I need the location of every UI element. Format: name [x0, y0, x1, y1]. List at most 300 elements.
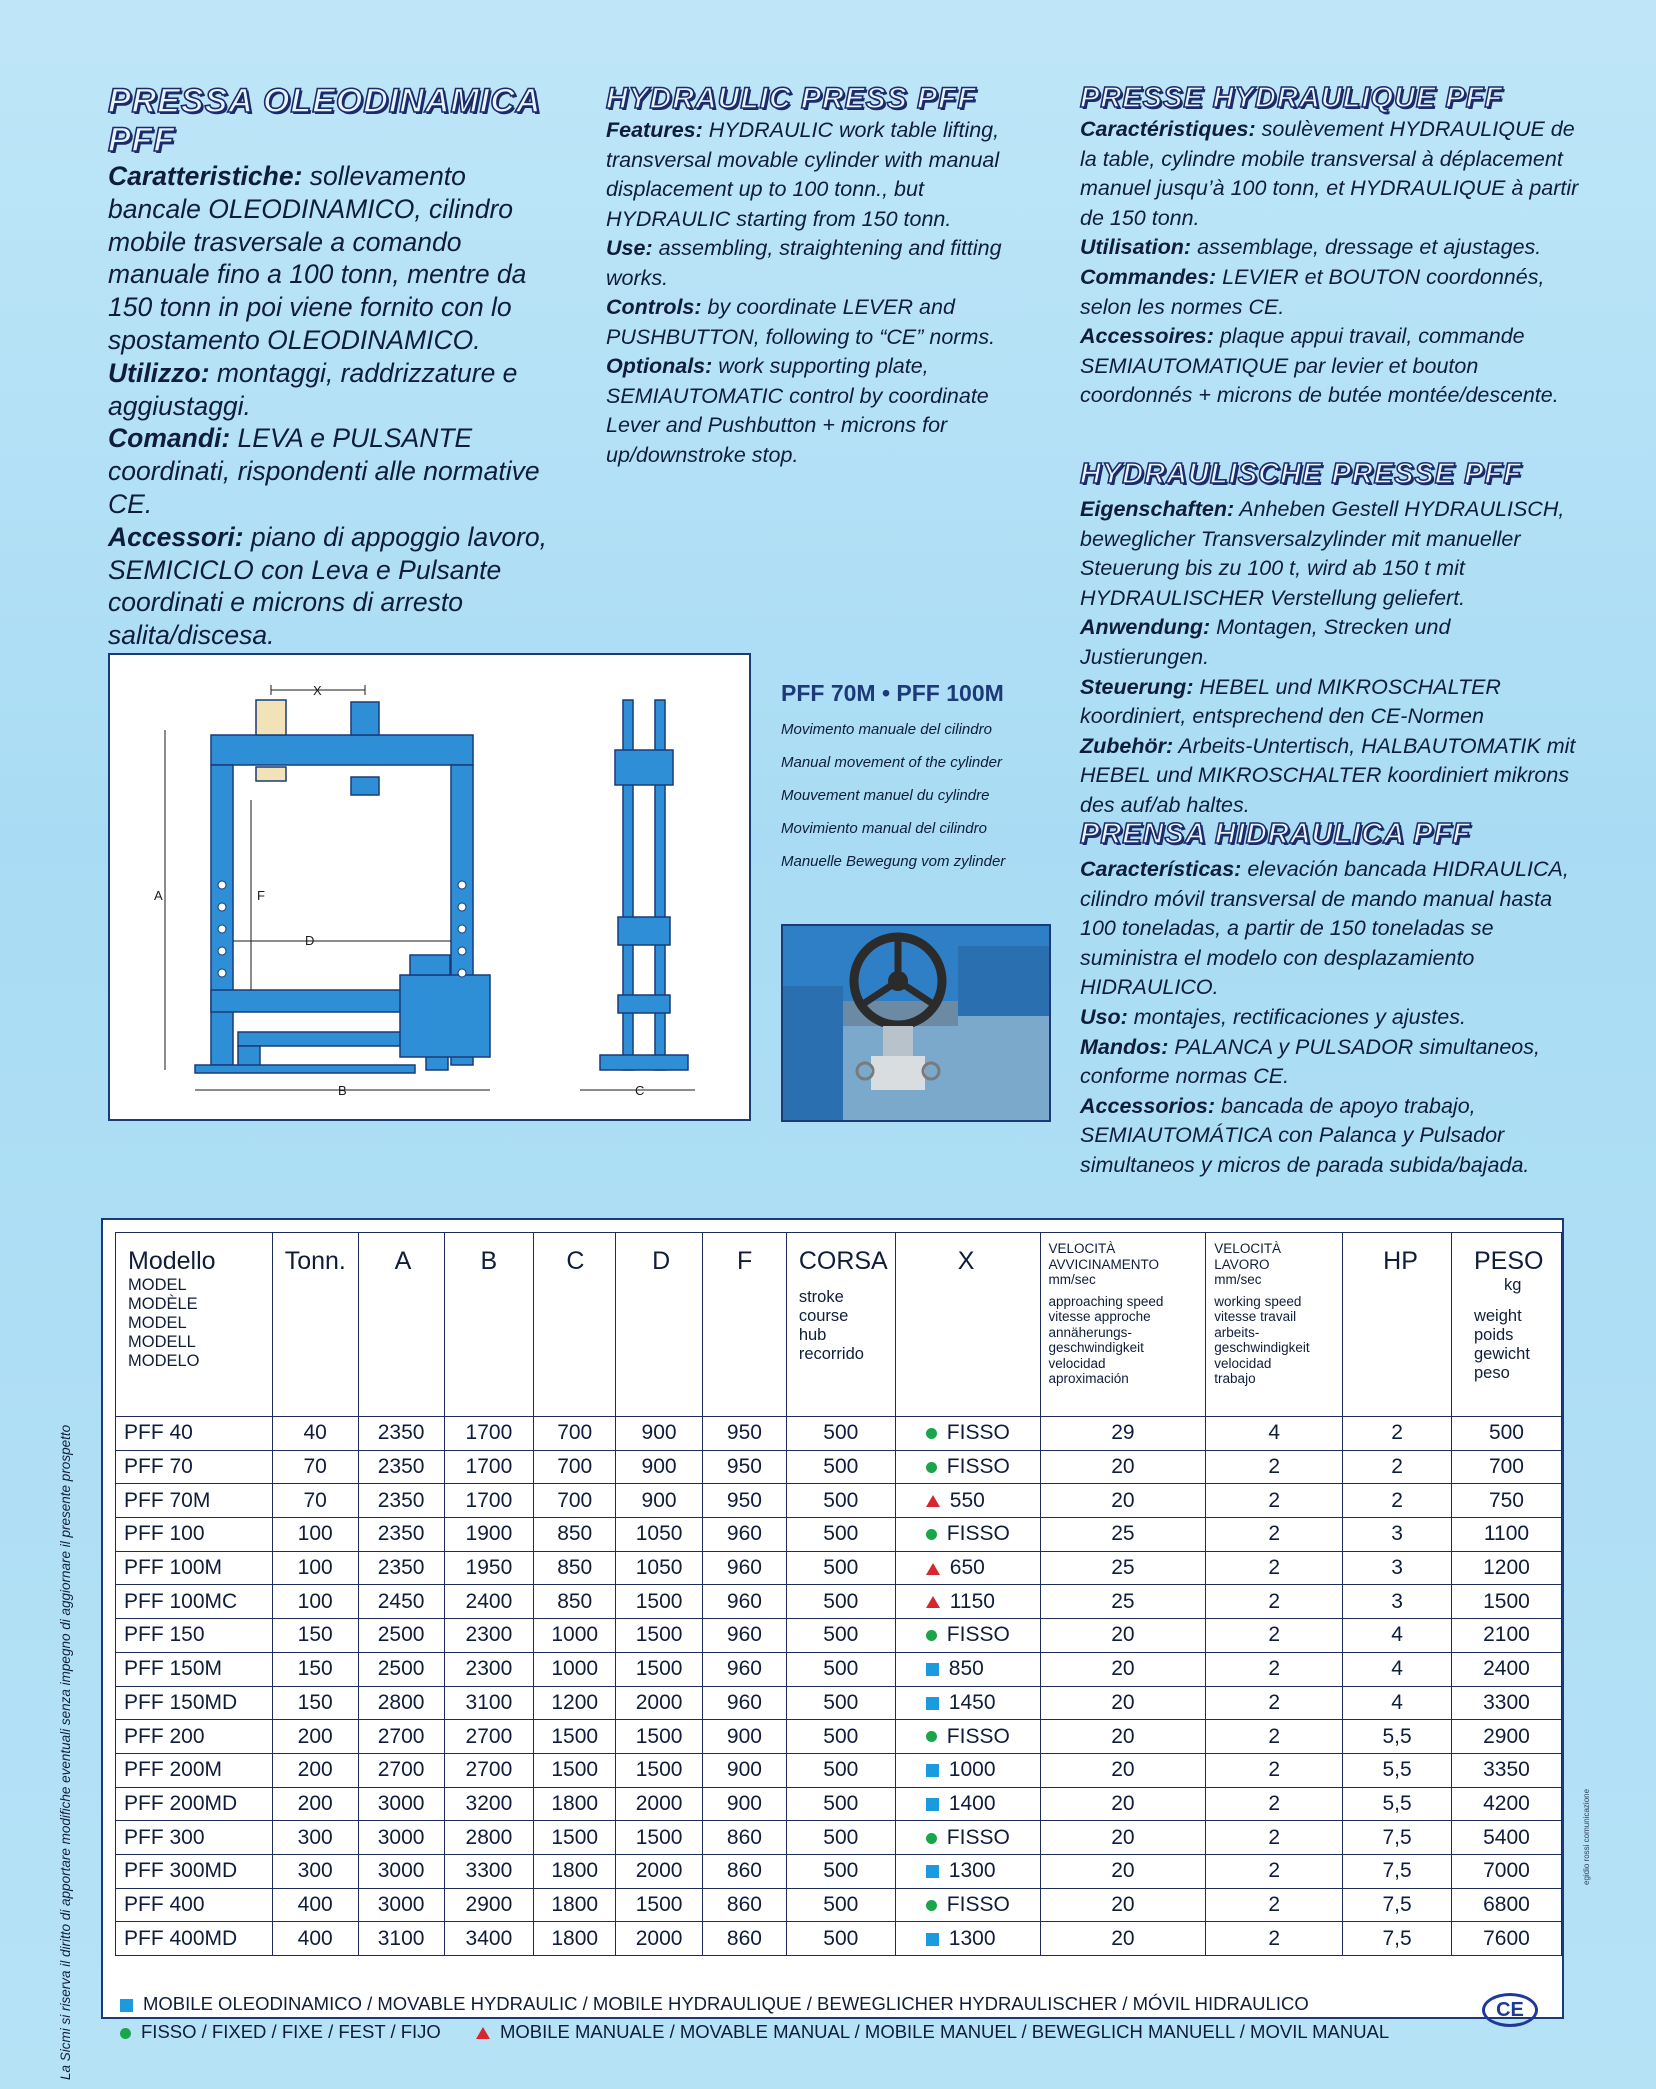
cell-a: 3000 — [358, 1854, 444, 1888]
cell-d: 1500 — [616, 1585, 703, 1619]
dim-a-label: A — [154, 888, 163, 903]
cell-f: 960 — [703, 1686, 787, 1720]
cell-d: 1050 — [616, 1518, 703, 1552]
cell-x — [895, 1821, 1040, 1855]
cell-x — [895, 1686, 1040, 1720]
cell-peso: 1500 — [1451, 1585, 1561, 1619]
cell-hp: 5,5 — [1343, 1753, 1452, 1787]
legend-text: FISSO / FIXED / FIXE / FEST / FIJO — [141, 2021, 441, 2042]
italian-accessories: Accessori: piano di appoggio lavoro, SEMICICLO con Leva e Pulsante coordinati e microns di arresto salita/discesa. — [108, 521, 548, 651]
cell-tonn: 70 — [272, 1484, 358, 1518]
cell-x-value: 1450 — [948, 1690, 996, 1714]
cell-model: PFF 70M — [116, 1484, 273, 1518]
cell-c: 1800 — [534, 1922, 616, 1956]
cell-a: 2700 — [358, 1753, 444, 1787]
cell-b: 3100 — [444, 1686, 534, 1720]
cell-working-speed: 2 — [1206, 1787, 1343, 1821]
cell-hp: 2 — [1343, 1484, 1452, 1518]
cell-x — [895, 1787, 1040, 1821]
cell-d: 900 — [616, 1450, 703, 1484]
cell-model: PFF 40 — [116, 1417, 273, 1451]
cell-hp: 5,5 — [1343, 1720, 1452, 1754]
cell-x-value: FISSO — [946, 1623, 1010, 1647]
cell-c: 1800 — [534, 1888, 616, 1922]
cell-hp: 7,5 — [1343, 1821, 1452, 1855]
cell-approach-speed: 25 — [1040, 1585, 1206, 1619]
cell-hp: 4 — [1343, 1686, 1452, 1720]
header-peso-unit: kg — [1503, 1276, 1522, 1294]
legend-text: MOBILE OLEODINAMICO / MOVABLE HYDRAULIC / MOBILE HYDRAULIQUE / BEWEGLICHER HYDRAULISCHER / MÓVIL HIDRAULICO — [143, 1993, 1309, 2014]
cell-b: 2700 — [444, 1753, 534, 1787]
cell-x — [895, 1619, 1040, 1653]
cell-model: PFF 100MC — [116, 1585, 273, 1619]
header-corsa-sub: hub — [798, 1326, 827, 1344]
cell-model: PFF 200MD — [116, 1787, 273, 1821]
triangle-marker-icon — [926, 1495, 940, 1507]
cell-working-speed: 2 — [1206, 1888, 1343, 1922]
header-x-label: X — [957, 1247, 975, 1275]
cell-hp: 3 — [1343, 1585, 1452, 1619]
cell-a: 2350 — [358, 1518, 444, 1552]
header-corsa-label: CORSA — [798, 1247, 888, 1275]
cell-working-speed: 2 — [1206, 1720, 1343, 1754]
cell-corsa: 500 — [786, 1821, 895, 1855]
col-header-b — [444, 1233, 534, 1417]
cell-peso: 2100 — [1451, 1619, 1561, 1653]
cell-corsa: 500 — [786, 1619, 895, 1653]
caption-line: Movimento manuale del cilindro — [781, 721, 992, 738]
header-corsa-sub: recorrido — [798, 1345, 864, 1363]
french-heading: PRESSE HYDRAULIQUE PFF — [1080, 82, 1504, 114]
caption-line: Mouvement manuel du cylindre — [781, 787, 990, 804]
cell-f: 960 — [703, 1585, 787, 1619]
circle-marker-icon — [120, 2028, 131, 2039]
english-controls: Controls: by coordinate LEVER and PUSHBUTTON, following to “CE” norms. — [606, 295, 996, 349]
caption-line: Movimiento manual del cilindro — [781, 820, 987, 837]
col-header-d — [616, 1233, 703, 1417]
german-heading: HYDRAULISCHE PRESSE PFF — [1080, 458, 1522, 490]
cell-hp: 7,5 — [1343, 1922, 1452, 1956]
model-captions — [781, 680, 1081, 878]
triangle-marker-icon — [926, 1563, 940, 1575]
header-a-label: A — [394, 1247, 412, 1275]
table-row — [116, 1922, 1562, 1956]
cell-working-speed: 2 — [1206, 1450, 1343, 1484]
header-model-sub: MODELL — [128, 1333, 196, 1351]
cell-x-value: FISSO — [946, 1825, 1010, 1849]
french-features: Caractéristiques: soulèvement HYDRAULIQUE de la table, cylindre mobile transversal à déplacement manuel jusqu’à 100 tonn, et HYDRAULIQUE à partir de 150 tonn. — [1080, 117, 1579, 230]
spanish-features: Características: elevación bancada HIDRAULICA, cilindro móvil transversal de mando manual hasta 100 toneladas, a partir de 150 toneladas se suministra el modelo con desplazamiento HIDRAULICO. — [1080, 857, 1569, 1000]
cell-a: 2350 — [358, 1417, 444, 1451]
cell-a: 3100 — [358, 1922, 444, 1956]
cell-working-speed: 2 — [1206, 1854, 1343, 1888]
circle-marker-icon — [926, 1462, 937, 1473]
cell-x — [895, 1888, 1040, 1922]
circle-marker-icon — [926, 1529, 937, 1540]
spanish-accessories: Accessorios: bancada de apoyo trabajo, SEMIAUTOMÁTICA con Palanca y Pulsador simultaneos y micros de parada subida/bajada. — [1080, 1093, 1530, 1177]
cell-tonn: 100 — [272, 1518, 358, 1552]
cell-peso: 1200 — [1451, 1551, 1561, 1585]
cell-c: 1800 — [534, 1787, 616, 1821]
dim-x-label: X — [313, 683, 322, 698]
cell-x-value: 550 — [949, 1488, 985, 1512]
dim-c-label: C — [635, 1083, 645, 1098]
circle-marker-icon — [926, 1630, 937, 1641]
col-header-tonn — [272, 1233, 358, 1417]
cell-f: 860 — [703, 1922, 787, 1956]
cell-peso: 5400 — [1451, 1821, 1561, 1855]
cell-hp: 2 — [1343, 1417, 1452, 1451]
cell-d: 2000 — [616, 1854, 703, 1888]
header-working-speed-label: VELOCITÀ LAVORO mm/sec — [1214, 1241, 1282, 1287]
german-controls: Steuerung: HEBEL und MIKROSCHALTER koordiniert, entsprechend den CE-Normen — [1080, 674, 1501, 729]
cell-peso: 750 — [1451, 1484, 1561, 1518]
cell-model: PFF 150 — [116, 1619, 273, 1653]
circle-marker-icon — [926, 1900, 937, 1911]
cell-corsa: 500 — [786, 1450, 895, 1484]
header-working-speed-sub: working speed vitesse travail arbeits- geschwindigkeit velocidad trabajo — [1214, 1293, 1310, 1386]
cell-f: 900 — [703, 1787, 787, 1821]
caption-title: PFF 70M • PFF 100M — [781, 680, 1004, 706]
press-drawing-svg — [110, 655, 749, 1119]
french-accessories: Accessoires: plaque appui travail, commande SEMIAUTOMATIQUE par levier et bouton coordonnés + microns de butée montée/descente. — [1080, 324, 1559, 408]
cell-x-value: 1000 — [948, 1758, 996, 1782]
cell-x-value: 1150 — [949, 1589, 995, 1613]
cell-approach-speed: 20 — [1040, 1652, 1206, 1686]
spec-table — [115, 1232, 1562, 1956]
cell-model: PFF 150M — [116, 1652, 273, 1686]
cell-f: 900 — [703, 1753, 787, 1787]
col-header-model — [116, 1233, 273, 1417]
header-peso-sub: gewicht — [1473, 1345, 1530, 1363]
cell-a: 2450 — [358, 1585, 444, 1619]
square-marker-icon — [926, 1865, 939, 1878]
table-header-row — [116, 1233, 1562, 1417]
cell-x — [895, 1484, 1040, 1518]
circle-marker-icon — [926, 1428, 937, 1439]
cell-model: PFF 100 — [116, 1518, 273, 1552]
table-row — [116, 1417, 1562, 1451]
cylinder-handwheel-photo — [781, 924, 1051, 1122]
header-b-label: B — [480, 1247, 498, 1275]
cell-d: 1500 — [616, 1720, 703, 1754]
cell-c: 850 — [534, 1518, 616, 1552]
cell-f: 860 — [703, 1888, 787, 1922]
cell-tonn: 300 — [272, 1854, 358, 1888]
cell-x — [895, 1417, 1040, 1451]
header-corsa-sub: course — [798, 1307, 849, 1325]
cell-x-value: 850 — [948, 1657, 984, 1681]
cell-x — [895, 1518, 1040, 1552]
cell-corsa: 500 — [786, 1484, 895, 1518]
cell-corsa: 500 — [786, 1585, 895, 1619]
cell-x — [895, 1854, 1040, 1888]
cell-a: 2700 — [358, 1720, 444, 1754]
cell-working-speed: 2 — [1206, 1686, 1343, 1720]
cell-peso: 3350 — [1451, 1753, 1561, 1787]
cell-approach-speed: 20 — [1040, 1922, 1206, 1956]
cell-approach-speed: 29 — [1040, 1417, 1206, 1451]
cell-approach-speed: 20 — [1040, 1888, 1206, 1922]
cell-d: 900 — [616, 1484, 703, 1518]
cell-d: 900 — [616, 1417, 703, 1451]
header-model-sub: MODÈLE — [128, 1295, 198, 1313]
cell-tonn: 400 — [272, 1922, 358, 1956]
spec-table-body — [116, 1417, 1562, 1956]
header-d-label: D — [652, 1247, 671, 1275]
cell-model: PFF 300 — [116, 1821, 273, 1855]
cell-f: 900 — [703, 1720, 787, 1754]
cell-x-value: FISSO — [946, 1724, 1010, 1748]
cell-tonn: 300 — [272, 1821, 358, 1855]
cell-x — [895, 1753, 1040, 1787]
legend-row-movable-hydraulic — [120, 1990, 1420, 2018]
cell-x-value: 1300 — [948, 1859, 996, 1883]
italian-heading: PRESSA OLEODINAMICA PFF — [108, 82, 541, 159]
header-approach-speed-sub: approaching speed vitesse approche annäherungs- geschwindigkeit velocidad aproximación — [1048, 1293, 1164, 1386]
cell-c: 1500 — [534, 1821, 616, 1855]
cell-peso: 2400 — [1451, 1652, 1561, 1686]
cell-c: 850 — [534, 1585, 616, 1619]
cell-c: 850 — [534, 1551, 616, 1585]
cell-corsa: 500 — [786, 1854, 895, 1888]
cell-x — [895, 1551, 1040, 1585]
cell-tonn: 70 — [272, 1450, 358, 1484]
cell-x — [895, 1585, 1040, 1619]
cell-hp: 7,5 — [1343, 1888, 1452, 1922]
cell-peso: 4200 — [1451, 1787, 1561, 1821]
cell-model: PFF 200M — [116, 1753, 273, 1787]
french-controls: Commandes: LEVIER et BOUTON coordonnés, selon les normes CE. — [1080, 264, 1545, 319]
square-marker-icon — [926, 1798, 939, 1811]
cell-hp: 4 — [1343, 1619, 1452, 1653]
circle-marker-icon — [926, 1731, 937, 1742]
table-row — [116, 1854, 1562, 1888]
cell-b: 2400 — [444, 1585, 534, 1619]
cell-hp: 7,5 — [1343, 1854, 1452, 1888]
cell-x — [895, 1450, 1040, 1484]
header-model-sub: MODEL — [128, 1276, 187, 1294]
cell-d: 1500 — [616, 1753, 703, 1787]
header-tonn-label: Tonn. — [284, 1247, 346, 1275]
english-section — [606, 82, 1046, 470]
table-row — [116, 1753, 1562, 1787]
handwheel-illustration — [783, 926, 1049, 1120]
header-c-label: C — [566, 1247, 585, 1275]
cell-peso: 7000 — [1451, 1854, 1561, 1888]
cell-model: PFF 100M — [116, 1551, 273, 1585]
cell-approach-speed: 25 — [1040, 1551, 1206, 1585]
cell-b: 3200 — [444, 1787, 534, 1821]
table-row — [116, 1619, 1562, 1653]
cell-d: 2000 — [616, 1787, 703, 1821]
cell-approach-speed: 20 — [1040, 1450, 1206, 1484]
cell-tonn: 100 — [272, 1585, 358, 1619]
cell-f: 960 — [703, 1619, 787, 1653]
header-model-label: Modello — [128, 1247, 216, 1275]
cell-peso: 500 — [1451, 1417, 1561, 1451]
cell-hp: 5,5 — [1343, 1787, 1452, 1821]
cell-f: 950 — [703, 1450, 787, 1484]
cell-corsa: 500 — [786, 1551, 895, 1585]
triangle-marker-icon — [926, 1596, 940, 1608]
cell-c: 1800 — [534, 1854, 616, 1888]
cell-b: 1900 — [444, 1518, 534, 1552]
cell-a: 2800 — [358, 1686, 444, 1720]
agency-credit: egidio rossi comunicazione — [1582, 1788, 1591, 1885]
header-corsa-sub: stroke — [798, 1288, 844, 1306]
square-marker-icon — [926, 1663, 939, 1676]
cell-x — [895, 1652, 1040, 1686]
cell-x-value: 1400 — [948, 1791, 996, 1815]
cell-a: 2500 — [358, 1619, 444, 1653]
cell-model: PFF 70 — [116, 1450, 273, 1484]
italian-features: Caratteristiche: sollevamento bancale OLEODINAMICO, cilindro mobile trasversale a comando manuale fino a 100 tonn, mentre da 150 tonn in poi viene fornito con lo spostamento OLEODINAMICO. — [108, 161, 527, 355]
table-row — [116, 1787, 1562, 1821]
cell-x-value: 1300 — [948, 1926, 996, 1950]
cell-f: 860 — [703, 1854, 787, 1888]
cell-x — [895, 1720, 1040, 1754]
cell-c: 1200 — [534, 1686, 616, 1720]
cell-x-value: FISSO — [946, 1421, 1010, 1445]
cell-x-value: FISSO — [946, 1522, 1010, 1546]
cell-a: 3000 — [358, 1821, 444, 1855]
cell-d: 2000 — [616, 1686, 703, 1720]
table-row — [116, 1888, 1562, 1922]
cell-approach-speed: 20 — [1040, 1720, 1206, 1754]
press-drawing — [108, 653, 751, 1121]
cell-a: 3000 — [358, 1888, 444, 1922]
square-marker-icon — [926, 1697, 939, 1710]
cell-f: 960 — [703, 1652, 787, 1686]
square-marker-icon — [120, 1999, 133, 2012]
cell-corsa: 500 — [786, 1686, 895, 1720]
german-accessories: Zubehör: Arbeits-Untertisch, HALBAUTOMATIK mit HEBEL und MIKROSCHALTER koordiniert mikrons des auf/ab haltes. — [1080, 733, 1576, 817]
triangle-marker-icon — [476, 2027, 490, 2039]
table-legend — [120, 1990, 1420, 2046]
spanish-controls: Mandos: PALANCA y PULSADOR simultaneos, conforme normas CE. — [1080, 1034, 1540, 1089]
cell-corsa: 500 — [786, 1888, 895, 1922]
cell-f: 960 — [703, 1551, 787, 1585]
cell-tonn: 150 — [272, 1619, 358, 1653]
cell-d: 1500 — [616, 1888, 703, 1922]
cell-c: 700 — [534, 1417, 616, 1451]
cell-tonn: 400 — [272, 1888, 358, 1922]
cell-working-speed: 2 — [1206, 1753, 1343, 1787]
cell-approach-speed: 25 — [1040, 1518, 1206, 1552]
cell-model: PFF 150MD — [116, 1686, 273, 1720]
cell-peso: 1100 — [1451, 1518, 1561, 1552]
english-features: Features: HYDRAULIC work table lifting, transversal movable cylinder with manual displacement up to 100 tonn., but HYDRAULIC starting from 150 tonn. — [606, 118, 1000, 231]
spec-table-panel — [101, 1218, 1564, 2019]
square-marker-icon — [926, 1764, 939, 1777]
table-row — [116, 1652, 1562, 1686]
cell-working-speed: 2 — [1206, 1585, 1343, 1619]
cell-b: 2300 — [444, 1652, 534, 1686]
cell-a: 2350 — [358, 1450, 444, 1484]
spanish-section — [1080, 818, 1585, 1181]
cell-b: 1950 — [444, 1551, 534, 1585]
cell-tonn: 100 — [272, 1551, 358, 1585]
col-header-a — [358, 1233, 444, 1417]
cell-corsa: 500 — [786, 1787, 895, 1821]
french-section — [1080, 82, 1580, 411]
cell-tonn: 150 — [272, 1652, 358, 1686]
cell-b: 2900 — [444, 1888, 534, 1922]
dim-f-label: F — [257, 888, 265, 903]
english-optionals: Optionals: work supporting plate, SEMIAUTOMATIC control by coordinate Lever and Pushbutton + microns for up/downstroke stop. — [606, 354, 989, 467]
cell-peso: 6800 — [1451, 1888, 1561, 1922]
italian-controls: Comandi: LEVA e PULSANTE coordinati, rispondenti alle normative CE. — [108, 423, 540, 519]
table-row — [116, 1686, 1562, 1720]
circle-marker-icon — [926, 1833, 937, 1844]
english-heading: HYDRAULIC PRESS PFF — [606, 82, 977, 115]
cell-a: 2500 — [358, 1652, 444, 1686]
cell-working-speed: 2 — [1206, 1518, 1343, 1552]
dim-d-label: D — [305, 933, 315, 948]
header-peso-sub: weight — [1473, 1307, 1522, 1325]
cell-working-speed: 2 — [1206, 1922, 1343, 1956]
cell-corsa: 500 — [786, 1417, 895, 1451]
cell-x-value: FISSO — [946, 1892, 1010, 1916]
square-marker-icon — [926, 1933, 939, 1946]
german-use: Anwendung: Montagen, Strecken und Justierungen. — [1080, 615, 1451, 669]
cell-model: PFF 300MD — [116, 1854, 273, 1888]
spanish-use: Uso: montajes, rectificaciones y ajustes. — [1080, 1004, 1466, 1029]
header-hp-label: HP — [1383, 1247, 1418, 1275]
italian-section — [108, 82, 563, 652]
cell-f: 960 — [703, 1518, 787, 1552]
cell-peso: 2900 — [1451, 1720, 1561, 1754]
cell-model: PFF 400MD — [116, 1922, 273, 1956]
legend-text: MOBILE MANUALE / MOVABLE MANUAL / MOBILE MANUEL / BEWEGLICH MANUELL / MOVIL MANUAL — [499, 2021, 1390, 2042]
french-use: Utilisation: assemblage, dressage et ajustages. — [1080, 235, 1542, 260]
cell-x — [895, 1922, 1040, 1956]
cell-c: 1500 — [534, 1720, 616, 1754]
disclaimer-note: La Sicmi si riserva il diritto di apportare modifiche eventuali senza impegno di aggiornare il presente prospetto — [58, 1424, 73, 2080]
german-section — [1080, 458, 1585, 821]
cell-peso: 3300 — [1451, 1686, 1561, 1720]
cell-corsa: 500 — [786, 1720, 895, 1754]
cell-peso: 700 — [1451, 1450, 1561, 1484]
german-features: Eigenschaften: Anheben Gestell HYDRAULISCH, beweglicher Transversalzylinder mit manueller Steuerung bis zu 100 t, wird ab 150 t mit HYDRAULISCHER Verstellung geliefert. — [1080, 497, 1565, 610]
col-header-c — [534, 1233, 616, 1417]
cell-x-value: FISSO — [946, 1455, 1010, 1479]
header-approach-speed-label: VELOCITÀ AVVICINAMENTO mm/sec — [1048, 1241, 1160, 1287]
cell-peso: 7600 — [1451, 1922, 1561, 1956]
table-row — [116, 1518, 1562, 1552]
cell-c: 700 — [534, 1484, 616, 1518]
cell-a: 2350 — [358, 1551, 444, 1585]
cell-a: 3000 — [358, 1787, 444, 1821]
col-header-corsa — [786, 1233, 895, 1417]
cell-b: 3400 — [444, 1922, 534, 1956]
cell-approach-speed: 20 — [1040, 1787, 1206, 1821]
cell-f: 950 — [703, 1484, 787, 1518]
col-header-x — [895, 1233, 1040, 1417]
cell-f: 950 — [703, 1417, 787, 1451]
cell-b: 1700 — [444, 1450, 534, 1484]
col-header-f — [703, 1233, 787, 1417]
header-peso-sub: poids — [1473, 1326, 1514, 1344]
cell-approach-speed: 20 — [1040, 1484, 1206, 1518]
cell-d: 1500 — [616, 1821, 703, 1855]
header-model-sub: MODEL — [128, 1314, 187, 1332]
header-f-label: F — [737, 1247, 753, 1275]
header-model-sub: MODELO — [128, 1352, 200, 1370]
cell-x-value: 650 — [949, 1556, 985, 1580]
cell-approach-speed: 20 — [1040, 1619, 1206, 1653]
